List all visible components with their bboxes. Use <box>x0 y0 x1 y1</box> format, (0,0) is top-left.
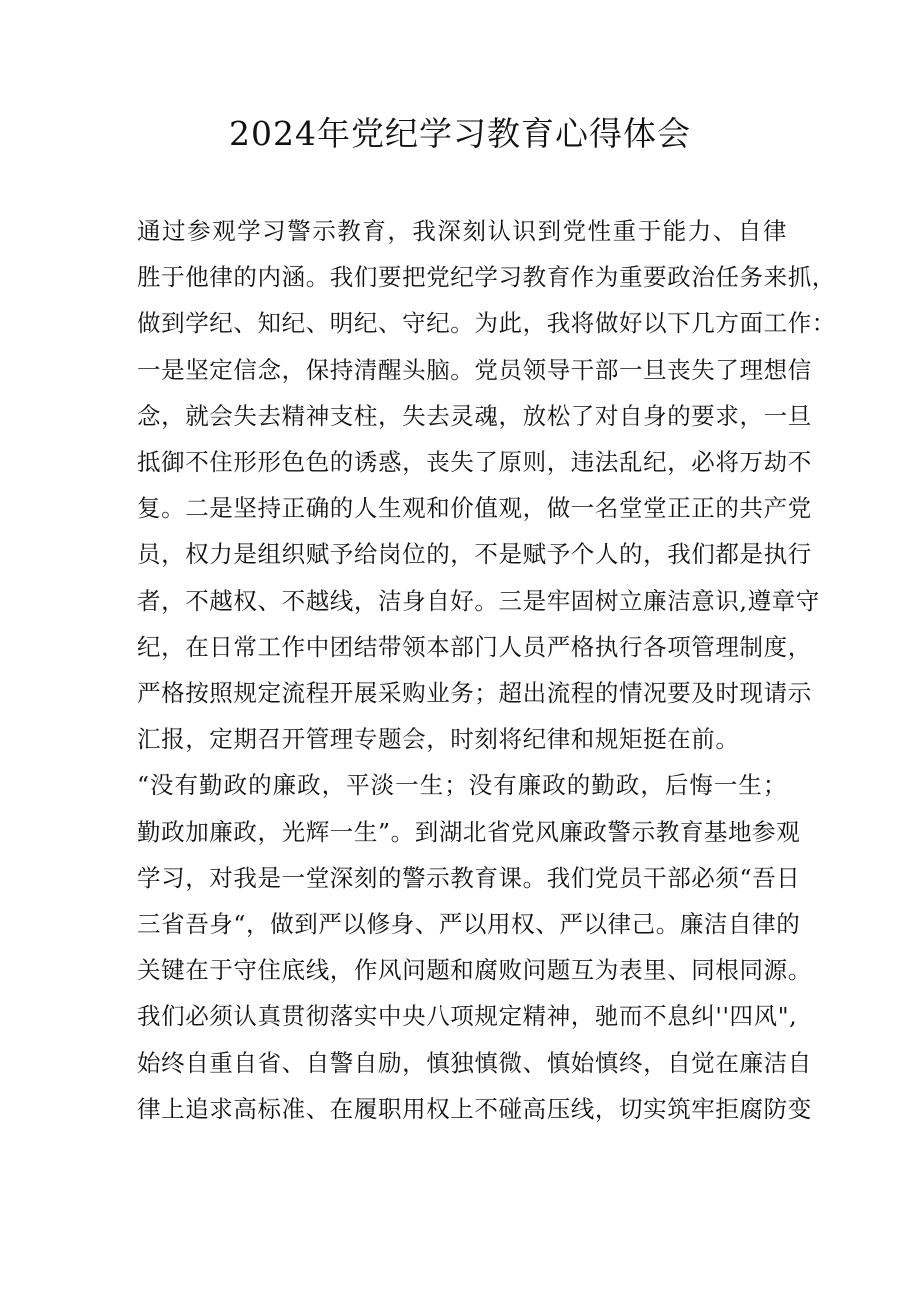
document-title: 2024年党纪学习教育心得体会 <box>229 114 691 153</box>
text-line: 汇报，定期召开管理专题会，时刻将纪律和规矩挺在前。 <box>137 725 740 754</box>
text-line: 关键在于守住底线，作风问题和腐败问题互为表里、同根同源。 <box>137 956 812 985</box>
text-line: 抵御不住形形色色的诱惑，丧失了原则，违法乱纪，必将万劫不 <box>137 448 812 477</box>
paragraph-1 <box>137 208 836 762</box>
paragraph-2 <box>137 762 812 1132</box>
text-line: 律上追求高标准、在履职用权上不碰高压线，切实筑牢拒腐防变 <box>137 1094 812 1123</box>
text-line: 通过参观学习警示教育，我深刻认识到党性重于能力、自律 <box>137 217 787 245</box>
text-line: 始终自重自省、自警自励，慎独慎微、慎始慎终，自觉在廉洁自 <box>137 1048 812 1077</box>
text-line: 严格按照规定流程开展采购业务；超出流程的情况要及时现请示 <box>137 679 812 708</box>
text-line: 员，权力是组织赋予给岗位的，不是赋予个人的，我们都是执行 <box>137 540 812 569</box>
text-line: 纪，在日常工作中团结带领本部门人员严格执行各项管理制度， <box>137 632 812 661</box>
text-line: 者，不越权、不越线，洁身自好。三是牢固树立廉洁意识,遵章守 <box>137 586 820 615</box>
text-line: “没有勤政的廉政，平淡一生；没有廉政的勤政，后悔一生； <box>137 771 787 800</box>
text-line: 一是坚定信念，保持清醒头脑。党员领导干部一旦丧失了理想信 <box>137 355 812 384</box>
text-line: 做到学纪、知纪、明纪、守纪。为此，我将做好以下几方面工作： <box>137 309 836 338</box>
text-line: 三省吾身“，做到严以修身、严以用权、严以律己。廉洁自律的 <box>137 910 801 939</box>
document-body <box>137 208 836 1132</box>
text-line: 我们必须认真贯彻落实中央八项规定精神，驰而不息纠''四风", <box>137 1002 798 1031</box>
text-line: 念，就会失去精神支柱，失去灵魂，放松了对自身的要求，一旦 <box>137 401 812 430</box>
text-line: 学习，对我是一堂深刻的警示教育课。我们党员干部必须“吾日 <box>137 863 801 892</box>
text-line: 复。二是坚持正确的人生观和价值观，做一名堂堂正正的共产党 <box>137 494 812 523</box>
text-line: 胜于他律的内涵。我们要把党纪学习教育作为重要政治任务来抓， <box>137 263 836 292</box>
text-line: 勤政加廉政，光辉一生”。到湖北省党风廉政警示教育基地参观 <box>137 817 801 846</box>
